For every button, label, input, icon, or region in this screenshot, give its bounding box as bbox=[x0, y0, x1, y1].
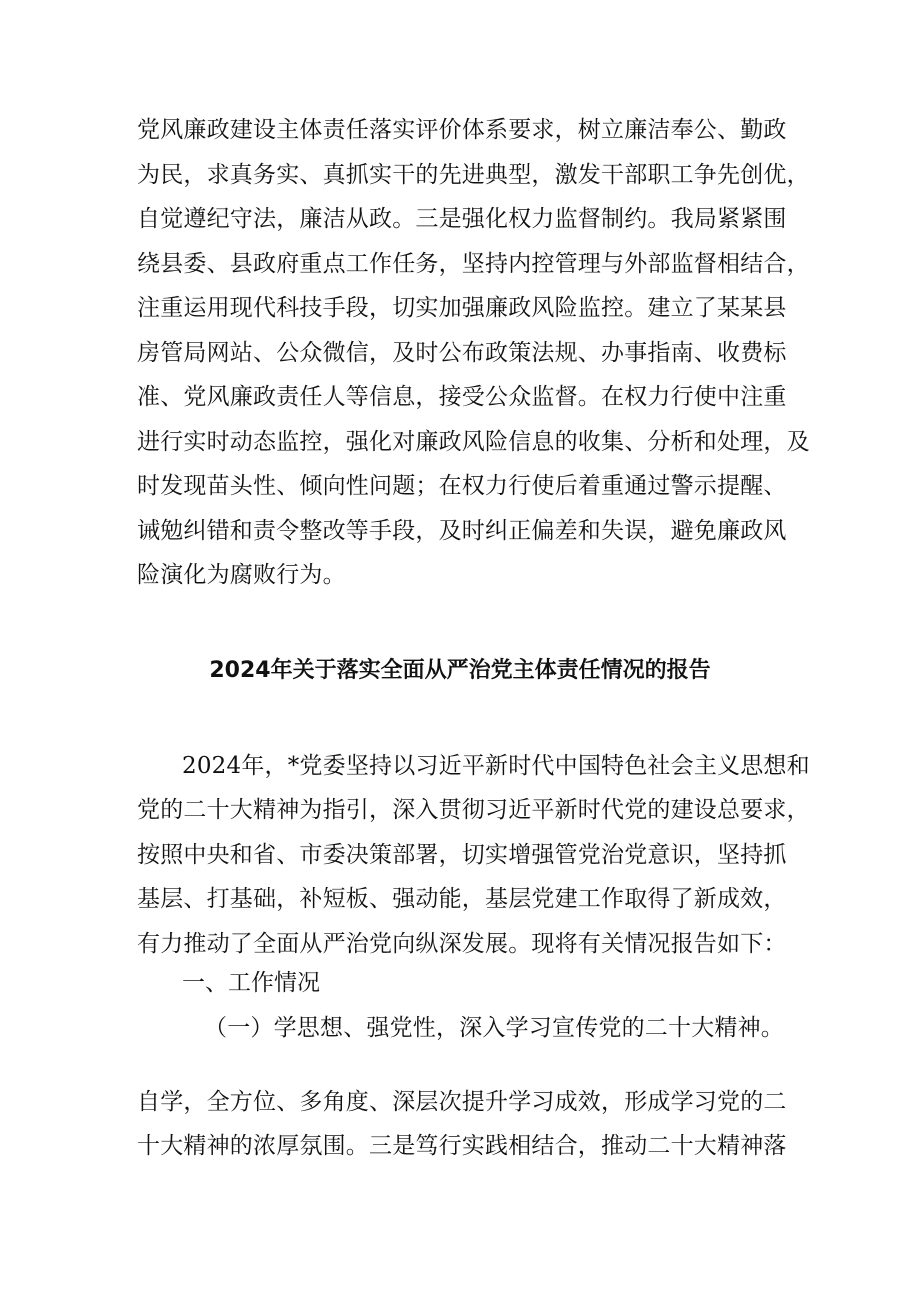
paragraph-line: 进行实时动态监控，强化对廉政风险信息的收集、分析和处理，及 bbox=[137, 429, 810, 455]
intro-line: 党的二十大精神为指引，深入贯彻习近平新时代党的建设总要求， bbox=[137, 797, 810, 823]
paragraph-line: 为民，求真务实、真抓实干的先进典型，激发干部职工争先创优， bbox=[137, 162, 810, 188]
report-title: 2024年关于落实全面从严治党主体责任情况的报告 bbox=[209, 658, 711, 683]
paragraph-line: 险演化为腐败行为。 bbox=[137, 562, 346, 588]
body-line: 十大精神的浓厚氛围。三是笃行实践相结合，推动二十大精神落 bbox=[137, 1133, 787, 1159]
paragraph-line: 注重运用现代科技手段，切实加强廉政风险监控。建立了某某县 bbox=[137, 295, 787, 321]
subsection-heading: （一）学思想、强党性，深入学习宣传党的二十大精神。 bbox=[204, 1015, 784, 1041]
paragraph-line: 自觉遵纪守法，廉洁从政。三是强化权力监督制约。我局紧紧围 bbox=[137, 206, 787, 232]
paragraph-line: 时发现苗头性、倾向性问题；在权力行使后着重通过警示提醒、 bbox=[137, 473, 787, 499]
intro-line: 按照中央和省、市委决策部署，切实增强管党治党意识，坚持抓 bbox=[137, 842, 787, 868]
paragraph-line: 党风廉政建设主体责任落实评价体系要求，树立廉洁奉公、勤政 bbox=[137, 117, 787, 143]
paragraph-line: 准、党风廉政责任人等信息，接受公众监督。在权力行使中注重 bbox=[137, 384, 787, 410]
paragraph-line: 房管局网站、公众微信，及时公布政策法规、办事指南、收费标 bbox=[137, 340, 787, 366]
intro-line: 有力推动了全面从严治党向纵深发展。现将有关情况报告如下： bbox=[137, 931, 787, 957]
section-heading: 一、工作情况 bbox=[182, 970, 320, 996]
paragraph-line: 诫勉纠错和责令整改等手段，及时纠正偏差和失误，避免廉政风 bbox=[137, 518, 787, 544]
intro-line: 2024年，*党委坚持以习近平新时代中国特色社会主义思想和 bbox=[182, 753, 810, 779]
intro-line: 基层、打基础，补短板、强动能，基层党建工作取得了新成效， bbox=[137, 886, 787, 912]
body-line: 自学，全方位、多角度、深层次提升学习成效，形成学习党的二 bbox=[137, 1089, 787, 1115]
paragraph-line: 绕县委、县政府重点工作任务，坚持内控管理与外部监督相结合， bbox=[137, 251, 810, 277]
